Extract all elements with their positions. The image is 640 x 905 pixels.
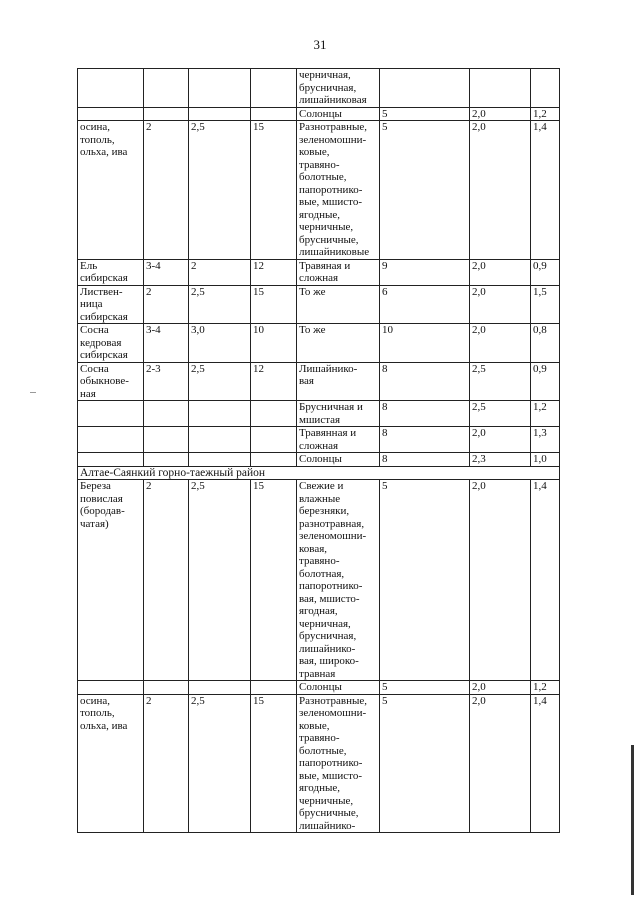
cell-col8: 0,9 <box>531 259 560 285</box>
cell-col7: 2,0 <box>470 285 531 324</box>
table-row <box>78 480 560 681</box>
cell-col6: 8 <box>380 453 470 467</box>
cell-species <box>78 453 144 467</box>
cell-forest-type: Травяная и сложная <box>297 259 380 285</box>
cell-col3: 2,5 <box>189 694 251 833</box>
cell-col4: 12 <box>251 362 297 401</box>
cell-col6: 5 <box>380 681 470 695</box>
cell-col7: 2,0 <box>470 480 531 681</box>
cell-col3 <box>189 453 251 467</box>
cell-col2 <box>144 69 189 108</box>
cell-col4: 15 <box>251 121 297 260</box>
cell-col3: 2,5 <box>189 121 251 260</box>
table-row <box>78 453 560 467</box>
cell-col7: 2,0 <box>470 681 531 695</box>
cell-col6: 6 <box>380 285 470 324</box>
cell-col2: 2 <box>144 121 189 260</box>
table-row <box>78 681 560 695</box>
cell-col4 <box>251 107 297 121</box>
cell-col8: 1,2 <box>531 681 560 695</box>
cell-species <box>78 107 144 121</box>
cell-col6: 8 <box>380 427 470 453</box>
table-row <box>78 324 560 363</box>
cell-col7: 2,0 <box>470 427 531 453</box>
cell-forest-type: Солонцы <box>297 681 380 695</box>
cell-col4 <box>251 427 297 453</box>
forest-table <box>77 68 560 833</box>
cell-col2 <box>144 681 189 695</box>
table-row <box>78 427 560 453</box>
cell-col4: 12 <box>251 259 297 285</box>
cell-forest-type: То же <box>297 324 380 363</box>
cell-col8: 1,2 <box>531 401 560 427</box>
cell-col7: 2,0 <box>470 259 531 285</box>
cell-col2: 3-4 <box>144 324 189 363</box>
cell-col8: 0,8 <box>531 324 560 363</box>
cell-col2 <box>144 427 189 453</box>
region-heading: Алтае-Саянкий горно-таежный район <box>78 466 560 480</box>
cell-col4 <box>251 401 297 427</box>
cell-species: Сосна кедровая сибирская <box>78 324 144 363</box>
cell-col2: 2 <box>144 480 189 681</box>
cell-col3 <box>189 107 251 121</box>
cell-col2 <box>144 401 189 427</box>
table-row <box>78 69 560 108</box>
cell-col4: 15 <box>251 694 297 833</box>
region-row <box>78 466 560 480</box>
cell-col6: 5 <box>380 121 470 260</box>
cell-col2: 2-3 <box>144 362 189 401</box>
cell-col3 <box>189 69 251 108</box>
cell-col4 <box>251 69 297 108</box>
cell-col7: 2,3 <box>470 453 531 467</box>
table-row <box>78 285 560 324</box>
cell-col7: 2,0 <box>470 324 531 363</box>
cell-species: Листвен- ница сибирская <box>78 285 144 324</box>
cell-col7: 2,0 <box>470 121 531 260</box>
cell-col6: 10 <box>380 324 470 363</box>
table-row <box>78 362 560 401</box>
cell-col8 <box>531 69 560 108</box>
table-body <box>78 69 560 833</box>
table-row <box>78 107 560 121</box>
cell-forest-type: Свежие и влажные березняки, разнотравная, зеленомошни- ковая, травяно- болотная, папоротнико- вая, мшисто- ягодная, черничная, брусничная, лишайнико- вая, широко- травная <box>297 480 380 681</box>
cell-forest-type: Лишайнико- вая <box>297 362 380 401</box>
cell-col2 <box>144 107 189 121</box>
cell-forest-type: Разнотравные, зеленомошни- ковые, травяно- болотные, папоротнико- вые, мшисто- ягодные, черничные, брусничные, лишайниковые <box>297 121 380 260</box>
cell-col8: 1,4 <box>531 480 560 681</box>
cell-forest-type: То же <box>297 285 380 324</box>
cell-col4: 15 <box>251 285 297 324</box>
cell-col4: 15 <box>251 480 297 681</box>
cell-forest-type: черничная, брусничная, лишайниковая <box>297 69 380 108</box>
cell-col3: 2,5 <box>189 480 251 681</box>
cell-species <box>78 401 144 427</box>
cell-species: Сосна обыкнове- ная <box>78 362 144 401</box>
page-edge-line <box>631 745 634 895</box>
cell-col6: 5 <box>380 107 470 121</box>
cell-col4 <box>251 453 297 467</box>
cell-species <box>78 427 144 453</box>
cell-col7: 2,5 <box>470 401 531 427</box>
cell-col3 <box>189 681 251 695</box>
cell-col8: 1,4 <box>531 694 560 833</box>
cell-species: Береза повислая (бородав- чатая) <box>78 480 144 681</box>
cell-col6 <box>380 69 470 108</box>
cell-col3: 3,0 <box>189 324 251 363</box>
cell-forest-type: Солонцы <box>297 107 380 121</box>
cell-col2: 3-4 <box>144 259 189 285</box>
cell-col4 <box>251 681 297 695</box>
cell-species: Ель сибирская <box>78 259 144 285</box>
cell-col7 <box>470 69 531 108</box>
cell-col8: 1,3 <box>531 427 560 453</box>
cell-col2: 2 <box>144 694 189 833</box>
cell-col7: 2,0 <box>470 694 531 833</box>
table-row <box>78 259 560 285</box>
cell-col8: 1,0 <box>531 453 560 467</box>
cell-col7: 2,5 <box>470 362 531 401</box>
cell-col6: 9 <box>380 259 470 285</box>
cell-col3 <box>189 401 251 427</box>
cell-species <box>78 681 144 695</box>
cell-col8: 1,5 <box>531 285 560 324</box>
cell-col3: 2,5 <box>189 362 251 401</box>
cell-col7: 2,0 <box>470 107 531 121</box>
table-row <box>78 694 560 833</box>
cell-col6: 8 <box>380 362 470 401</box>
cell-col8: 1,4 <box>531 121 560 260</box>
page-number: 31 <box>313 37 327 52</box>
cell-species <box>78 69 144 108</box>
table-row <box>78 401 560 427</box>
cell-forest-type: Разнотравные, зеленомошни- ковые, травяно- болотные, папоротнико- вые, мшисто- ягодные, черничные, брусничные, лишайнико- <box>297 694 380 833</box>
cell-col2: 2 <box>144 285 189 324</box>
margin-mark <box>30 392 36 393</box>
cell-col2 <box>144 453 189 467</box>
cell-col6: 5 <box>380 694 470 833</box>
cell-forest-type: Травянная и сложная <box>297 427 380 453</box>
cell-col3 <box>189 427 251 453</box>
cell-species: осина, тополь, ольха, ива <box>78 121 144 260</box>
cell-forest-type: Солонцы <box>297 453 380 467</box>
cell-col6: 5 <box>380 480 470 681</box>
cell-col3: 2,5 <box>189 285 251 324</box>
cell-species: осина, тополь, ольха, ива <box>78 694 144 833</box>
cell-col3: 2 <box>189 259 251 285</box>
table-row <box>78 121 560 260</box>
cell-col8: 1,2 <box>531 107 560 121</box>
cell-forest-type: Брусничная и мшистая <box>297 401 380 427</box>
cell-col4: 10 <box>251 324 297 363</box>
cell-col8: 0,9 <box>531 362 560 401</box>
cell-col6: 8 <box>380 401 470 427</box>
